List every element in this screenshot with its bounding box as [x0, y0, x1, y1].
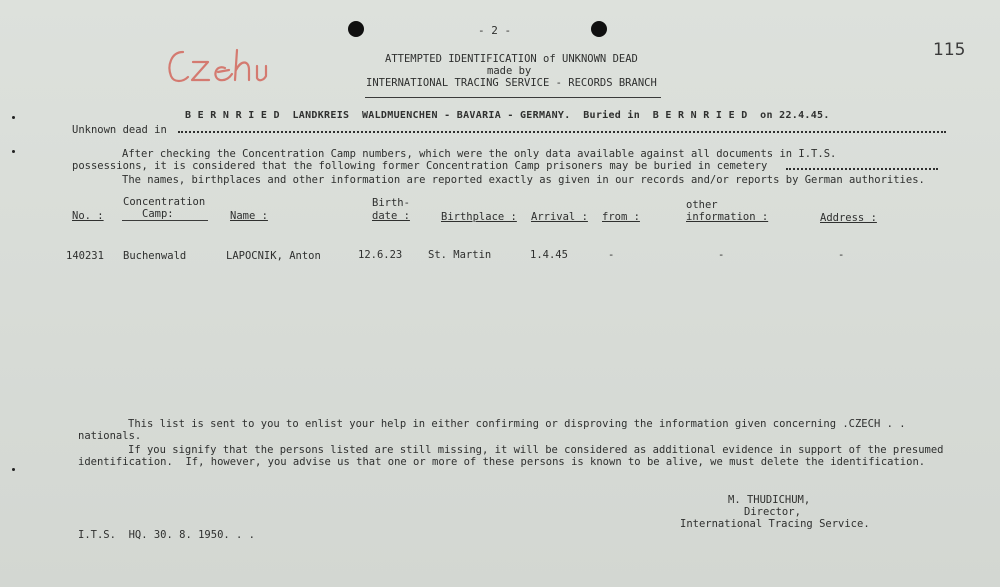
intro-line-1: After checking the Concentration Camp numbers, which were the only data available against all documents in I.T.S.	[122, 148, 837, 160]
margin-mark	[12, 468, 15, 471]
cell-arrival: 1.4.45	[530, 249, 568, 261]
signatory-title: Director,	[744, 506, 801, 518]
col-header-name: Name :	[230, 210, 268, 222]
signatory-name: M. THUDICHUM,	[728, 494, 811, 506]
col-header-birthdate: date :	[372, 210, 410, 222]
cell-no: 140231	[66, 250, 104, 262]
col-header-arrival: Arrival :	[531, 211, 588, 223]
issuing-organization: INTERNATIONAL TRACING SERVICE - RECORDS BRANCH	[366, 77, 657, 89]
margin-mark	[12, 150, 15, 153]
header-rule	[365, 97, 661, 98]
col-header-from: from :	[602, 211, 640, 223]
cell-birthdate: 12.6.23	[358, 249, 403, 261]
col-header-birth-top: Birth-	[372, 197, 410, 209]
col-header-no: No. :	[72, 210, 104, 222]
cell-from: -	[608, 249, 615, 261]
col-header-address: Address :	[820, 212, 877, 224]
document-subtitle: made by	[487, 65, 532, 77]
punch-hole-left	[348, 21, 364, 37]
col-header-information: information :	[686, 211, 769, 223]
margin-mark	[12, 116, 15, 119]
cell-name: LAPOCNIK, Anton	[226, 250, 321, 262]
camp-header-underline	[122, 220, 208, 221]
cell-information: -	[718, 249, 725, 261]
page-number: 115	[933, 40, 966, 60]
col-header-birthplace: Birthplace :	[441, 211, 517, 223]
closing-line-3: If you signify that the persons listed are still missing, it will be considered as additional evidence in support of the presumed	[128, 444, 944, 456]
page-marker: - 2 -	[478, 24, 512, 37]
closing-line-4: identification. If, however, you advise us that one or more of these persons is known to be alive, we must delete the identification.	[78, 456, 926, 468]
closing-line-1: This list is sent to you to enlist your help in either confirming or disproving the information given concerning .CZECH . .	[128, 418, 906, 430]
cell-address: -	[838, 249, 845, 261]
signatory-organization: International Tracing Service.	[680, 518, 870, 530]
closing-line-2: nationals.	[78, 430, 142, 442]
intro-line-3: The names, birthplaces and other information are reported exactly as given in our records and/or reports by German authorities.	[122, 174, 925, 186]
reference-line: I.T.S. HQ. 30. 8. 1950. . .	[78, 529, 256, 541]
col-header-camp: Camp:	[142, 208, 174, 220]
punch-hole-right	[591, 21, 607, 37]
intro-line-2: possessions, it is considered that the following former Concentration Camp prisoners may be buried in cemetery	[72, 160, 768, 172]
unknown-dead-label: Unknown dead in	[72, 124, 167, 136]
cell-birthplace: St. Martin	[428, 249, 492, 261]
handwritten-czech-note	[163, 44, 275, 88]
col-header-camp-top: Concentration	[123, 196, 206, 208]
burial-location: B E R N R I E D LANDKREIS WALDMUENCHEN - BAVARIA - GERMANY. Buried in B E R N R I E D on 22.4.45.	[185, 110, 830, 121]
document-title: ATTEMPTED IDENTIFICATION of UNKNOWN DEAD	[385, 53, 638, 65]
dotted-leader	[786, 168, 938, 170]
dotted-leader	[178, 131, 946, 133]
col-header-other-top: other	[686, 199, 718, 211]
cell-camp: Buchenwald	[123, 250, 187, 262]
